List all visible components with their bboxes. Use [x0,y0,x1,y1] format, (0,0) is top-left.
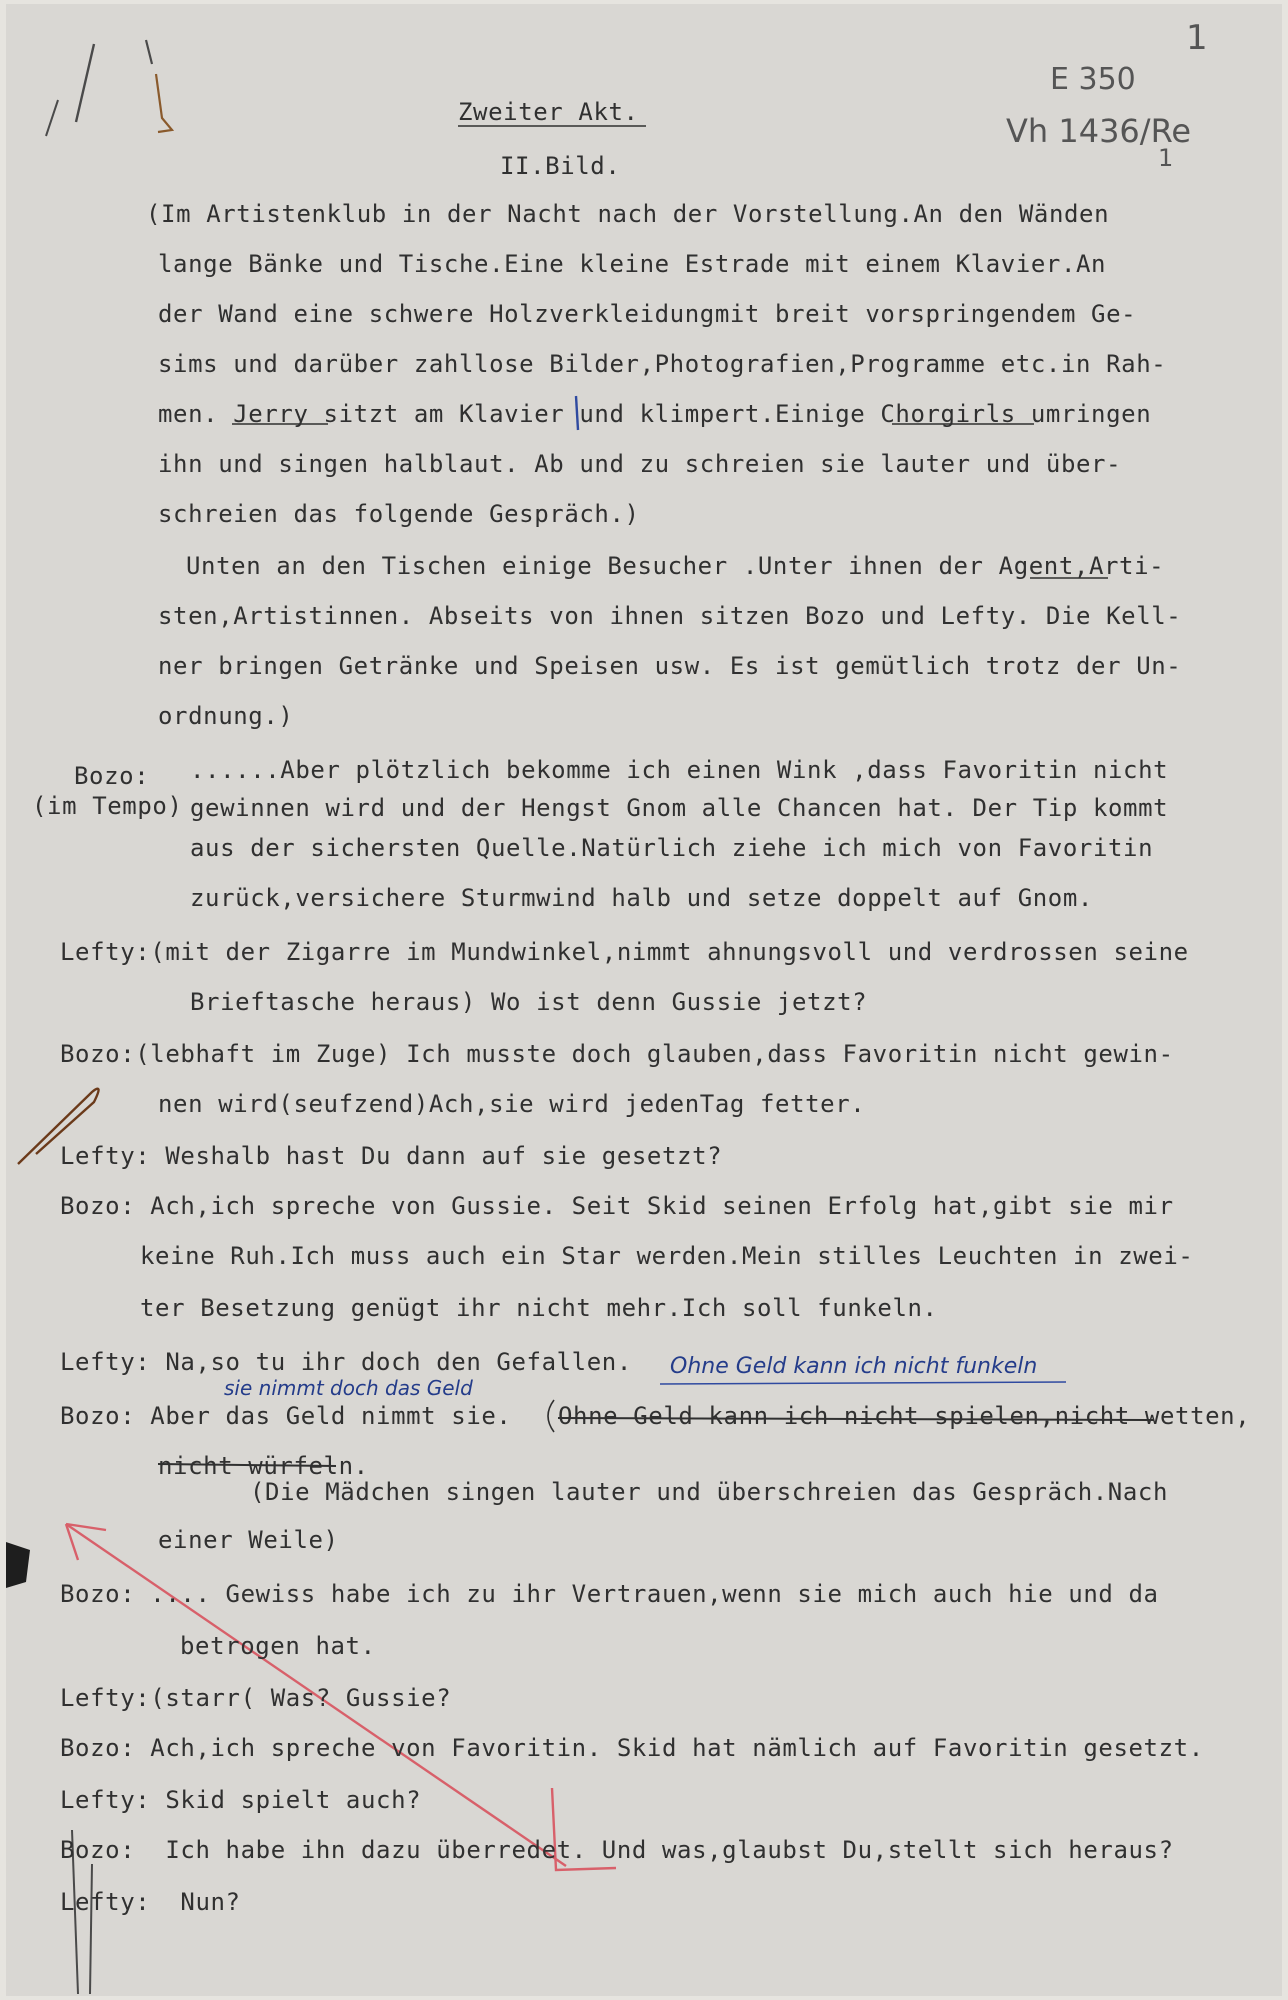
text-line: men. Jerry sitzt am Klavier und klimpert.Einige Chorgirls umringen [158,400,1152,428]
text-line: ......Aber plötzlich bekomme ich einen Wink ,dass Favoritin nicht [190,756,1169,784]
text-line: aus der sichersten Quelle.Natürlich ziehe ich mich von Favoritin [190,834,1154,862]
text-line: Lefty:(mit der Zigarre im Mundwinkel,nimmt ahnungsvoll und verdrossen seine [60,938,1189,966]
text-line: Bozo: .... Gewiss habe ich zu ihr Vertrauen,wenn sie mich auch hie und da [60,1580,1159,1608]
text-line: Unten an den Tischen einige Besucher .Unter ihnen der Agent,Arti- [186,552,1165,580]
text-line: Bozo: Aber das Geld nimmt sie. [60,1402,527,1430]
archive-ref: Vh 1436/Re [1006,112,1192,150]
text-line: Lefty: Weshalb hast Du dann auf sie gesetzt? [60,1142,723,1170]
handwritten-insert: Ohne Geld kann ich nicht funkeln [670,1354,1038,1379]
struck-text: Ohne Geld kann ich nicht spielen,nicht wetten, [558,1402,1251,1430]
scene-heading: II.Bild. [500,152,621,180]
text-line: ter Besetzung genügt ihr nicht mehr.Ich soll funkeln. [140,1294,938,1322]
text-line: ihn und singen halblaut. Ab und zu schreien sie lauter und über- [158,450,1122,478]
text-line: einer Weile) [158,1526,339,1554]
document-page [6,4,1282,1996]
text-line: nen wird(seufzend)Ach,sie wird jedenTag fetter. [158,1090,866,1118]
text-line: Brieftasche heraus) Wo ist denn Gussie jetzt? [190,988,868,1016]
text-line: schreien das folgende Gespräch.) [158,500,640,528]
handwritten-insert: sie nimmt doch das Geld [224,1376,473,1400]
text-line: Bozo: Ach,ich spreche von Gussie. Seit Skid seinen Erfolg hat,gibt sie mir [60,1192,1174,1220]
archive-code: E 350 [1050,62,1136,97]
text-line: Lefty: Na,so tu ihr doch den Gefallen. [60,1348,632,1376]
text-line: Lefty: Nun? [60,1888,241,1916]
page-number: 1 [1186,18,1208,58]
speaker-direction: (im Tempo) [32,792,183,820]
text-line: Bozo: Ach,ich spreche von Favoritin. Skid hat nämlich auf Favoritin gesetzt. [60,1734,1204,1762]
text-line: Bozo:(lebhaft im Zuge) Ich musste doch glauben,dass Favoritin nicht gewin- [60,1040,1174,1068]
text-line: ordnung.) [158,702,294,730]
struck-text: nicht würfeln. [158,1452,369,1480]
speaker-label: Bozo: [74,762,150,790]
text-line: Bozo: Ich habe ihn dazu überredet. Und was,glaubst Du,stellt sich heraus? [60,1836,1174,1864]
text-line: (Im Artistenklub in der Nacht nach der Vorstellung.An den Wänden [146,200,1110,228]
text-line: keine Ruh.Ich muss auch ein Star werden.Mein stilles Leuchten in zwei- [140,1242,1194,1270]
text-line: lange Bänke und Tische.Eine kleine Estrade mit einem Klavier.An [158,250,1107,278]
text-line: ner bringen Getränke und Speisen usw. Es ist gemütlich trotz der Un- [158,652,1182,680]
text-line: (Die Mädchen singen lauter und überschreien das Gespräch.Nach [250,1478,1169,1506]
text-line: sten,Artistinnen. Abseits von ihnen sitzen Bozo und Lefty. Die Kell- [158,602,1182,630]
archive-ref-sub: 1 [1158,144,1174,172]
text-line: zurück,versichere Sturmwind halb und setze doppelt auf Gnom. [190,884,1093,912]
text-line: der Wand eine schwere Holzverkleidungmit breit vorspringendem Ge- [158,300,1137,328]
act-heading: Zweiter Akt. [458,98,639,126]
text-line: betrogen hat. [180,1632,376,1660]
text-line: sims und darüber zahllose Bilder,Photografien,Programme etc.in Rah- [158,350,1167,378]
text-line: Lefty: Skid spielt auch? [60,1786,422,1814]
text-line: gewinnen wird und der Hengst Gnom alle Chancen hat. Der Tip kommt [190,794,1169,822]
text-line: Lefty:(starr( Was? Gussie? [60,1684,452,1712]
